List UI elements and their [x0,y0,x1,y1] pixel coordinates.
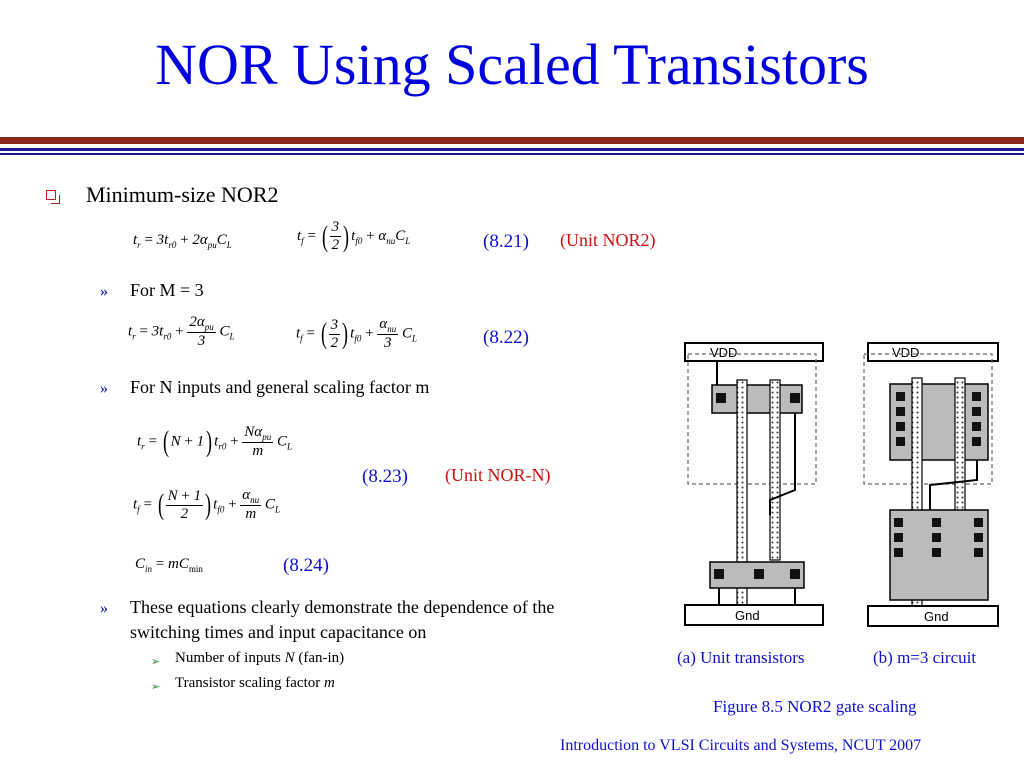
equation-cin: $C_{in} = mC_{min}$ [135,556,203,574]
eq-number-8-23: (8.23) [362,466,408,487]
eq-number-8-24: (8.24) [283,555,329,576]
bullet-min-nor2: Minimum-size NOR2 [86,182,279,207]
sub-bullet-m3: For M = 3 [130,280,204,300]
nor2-layout-figure [680,340,1010,640]
title-rule-blue-thin [0,153,1024,155]
figure-caption: Figure 8.5 NOR2 gate scaling [713,697,917,716]
item-fan-in: Number of inputs N (fan-in) [175,650,345,666]
equation-tr-unit: $t_r = 3t_{r0} + 2\alpha_{pu}C_L$ [133,232,232,250]
item-scaling-factor: Transistor scaling factor m [175,675,335,691]
title-rule-red [0,137,1024,144]
vdd-label-b: VDD [892,345,920,360]
sub-bullet-dependence-line2: switching times and input capacitance on [130,622,427,642]
equation-tr-general: $t_r$ = ( N + 1) $t_{r0}$ + $\frac{N\alpha_{pu}}{m}$ $C_L$ [137,424,292,459]
sub-bullet-dependence-line1: These equations clearly demonstrate the dependence of the [130,597,555,617]
gnd-label-b: Gnd [924,609,949,624]
title-rule-blue [0,148,1024,151]
square-bullet-icon [46,190,56,200]
equation-tf-unit: $t_f$ = ( $\frac{3}{2}$ ) $t_{f0} + \alpha_{nu}C_L$ [297,219,411,253]
vdd-label-a: VDD [710,345,738,360]
eq-number-8-22: (8.22) [483,327,529,348]
figure-label-b: (b) m=3 circuit [873,648,977,667]
equation-tr-m3: $t_r = 3t_{r0}$ + $\frac{2\alpha_{pu}}{3}$ $C_L$ [128,314,235,349]
unit-nor2-label: (Unit NOR2) [560,230,656,250]
equation-tf-m3: $t_f$ = ( $\frac{3}{2}$ ) $t_{f0}$ + $\frac{\alpha_{nu}}{3}$ $C_L$ [296,316,417,351]
arrow-bullet-icon: ➢ [151,681,161,693]
slide-footer: Introduction to VLSI Circuits and Systems, NCUT 2007 [560,737,922,754]
unit-norn-label: (Unit NOR-N) [445,465,551,485]
figure-label-a: (a) Unit transistors [677,648,805,667]
raquo-bullet-icon: » [100,380,108,397]
raquo-bullet-icon: » [100,600,108,617]
raquo-bullet-icon: » [100,283,108,300]
layout-unit-transistors [685,343,823,625]
eq-number-8-21: (8.21) [483,231,529,252]
sub-bullet-n-inputs: For N inputs and general scaling factor m [130,377,430,397]
gnd-label-a: Gnd [735,608,760,623]
layout-m3-circuit [864,343,998,626]
arrow-bullet-icon: ➢ [151,656,161,668]
equation-tf-general: $t_f$ = ( $\frac{N + 1}{2}$ ) $t_{f0}$ + $\frac{\alpha_{nu}}{m}$ $C_L$ [133,487,280,522]
slide-title: NOR Using Scaled Transistors [155,32,869,97]
